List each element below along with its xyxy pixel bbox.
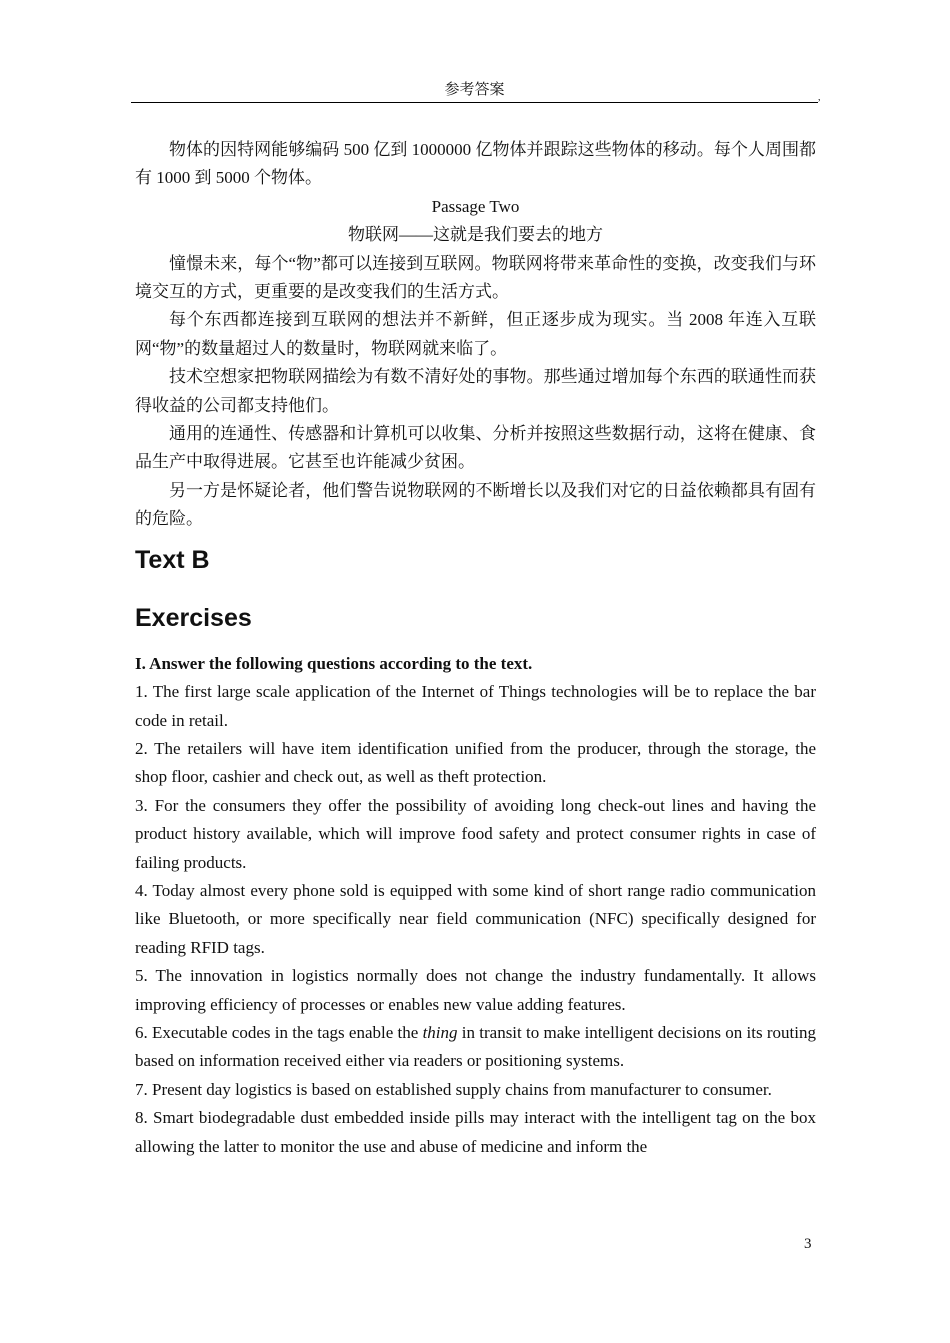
- heading-text-b: Text B: [135, 545, 210, 574]
- passage-title: 物联网——这就是我们要去的地方: [348, 225, 603, 245]
- heading-exercises: Exercises: [135, 603, 252, 632]
- chinese-paragraph-4: 技术空想家把物联网描绘为有数不清好处的事物。那些通过增加每个东西的联通性而获得收益的公司都支持他们。: [135, 367, 816, 415]
- answer-4: 4. Today almost every phone sold is equipped with some kind of short range radio communication like Bluetooth, or more specifically near field communication (NFC) specifically designed for reading RFID tags.: [135, 880, 816, 957]
- chinese-paragraph-1: 物体的因特网能够编码 500 亿到 1000000 亿物体并跟踪这些物体的移动。每个人周围都有 1000 到 5000 个物体。: [135, 140, 816, 188]
- chinese-paragraph-2: 憧憬未来，每个“物”都可以连接到互联网。物联网将带来革命性的变换，改变我们与环境交互的方式，更重要的是改变我们的生活方式。: [135, 253, 816, 302]
- exercise-instruction: I. Answer the following questions according to the text.: [135, 653, 533, 673]
- answer-6-end: in transit to make intelligent decisions on its routing based on information received either via readers or positioning systems.: [135, 1022, 816, 1071]
- answer-5: 5. The innovation in logistics normally does not change the industry fundamentally. It allows improving efficiency of processes or enables new value adding features.: [135, 966, 816, 1014]
- answer-6-italic: thing: [422, 1022, 458, 1042]
- answer-3: 3. For the consumers they offer the possibility of avoiding long check-out lines and having the product history available, which will improve food safety and protect consumer rights in case of failing products.: [135, 795, 816, 872]
- answer-6-start: 6. Executable codes in the tags enable the: [135, 1022, 423, 1042]
- header-title: 参考答案: [444, 82, 505, 98]
- answer-7: 7. Present day logistics is based on established supply chains from manufacturer to consumer.: [135, 1079, 772, 1099]
- chinese-paragraph-6: 另一方是怀疑论者，他们警告说物联网的不断增长以及我们对它的日益依赖都具有固有的危险。: [135, 480, 816, 529]
- chinese-paragraph-3: 每个东西都连接到互联网的想法并不新鲜，但正逐步成为现实。当 2008 年连入互联网“物”的数量超过人的数量时，物联网就来临了。: [135, 310, 816, 358]
- page-content: [135, 136, 816, 1161]
- passage-label: Passage Two: [431, 196, 520, 216]
- answer-8: 8. Smart biodegradable dust embedded inside pills may interact with the intelligent tag on the box allowing the latter to monitor the use and abuse of medicine and inform the: [135, 1108, 816, 1156]
- chinese-paragraph-5: 通用的连通性、传感器和计算机可以收集、分析并按照这些数据行动，这将在健康、食品生产中取得进展。它甚至也许能减少贫困。: [135, 424, 816, 472]
- page-header: [131, 80, 818, 103]
- page-number: 3: [804, 1236, 812, 1252]
- header-mark: ,: [818, 92, 821, 103]
- answer-1: 1. The first large scale application of the Internet of Things technologies will be to replace the bar code in retail.: [135, 682, 816, 730]
- answer-2: 2. The retailers will have item identification unified from the producer, through the storage, the shop floor, cashier and check out, as well as theft protection.: [135, 738, 816, 787]
- answer-6: [135, 1019, 816, 1076]
